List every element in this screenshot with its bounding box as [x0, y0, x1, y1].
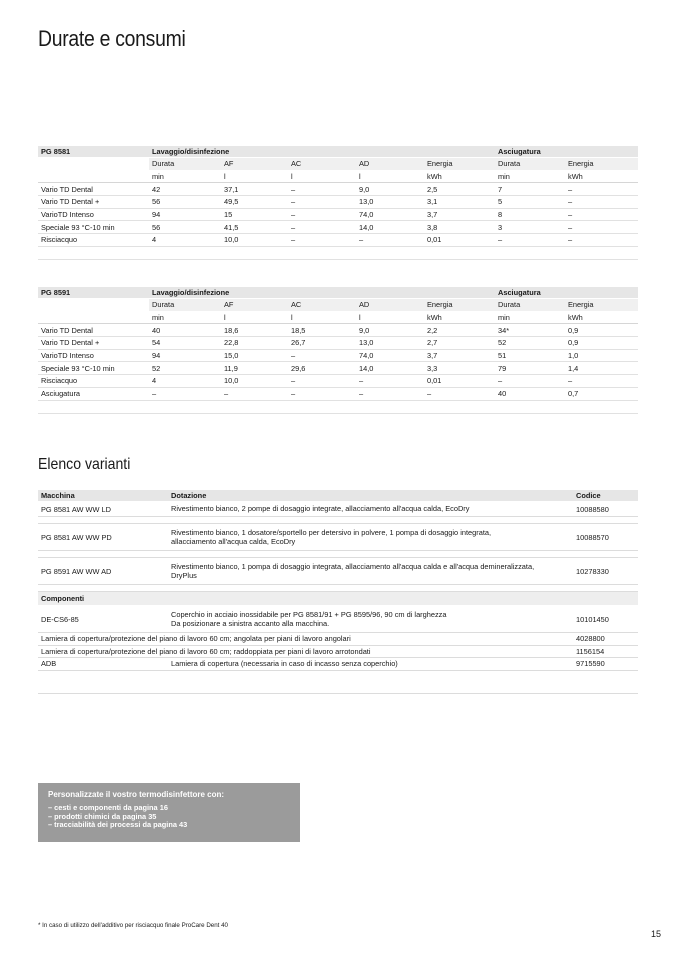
description-line: Rivestimento bianco, 1 pompa di dosaggio integrata, allacciamento all'acqua calda e all'acqua demineralizzata, [171, 561, 535, 571]
group-dry-label: Asciugatura [495, 146, 638, 158]
machine-code: 10088580 [573, 502, 638, 517]
program-name: Vario TD Dental [38, 183, 149, 196]
component-code: 9715590 [573, 658, 638, 671]
subheader-cell: Energia [424, 158, 495, 171]
component-name: ADB [38, 658, 168, 671]
value-cell: 40 [149, 324, 221, 337]
promo-box [38, 783, 300, 842]
variants-header-row [38, 490, 638, 502]
value-cell: – [288, 221, 356, 234]
program-name: Risciacquo [38, 234, 149, 247]
group-dry-label: Asciugatura [495, 287, 638, 299]
table-row [38, 349, 638, 362]
value-cell: 3,7 [424, 208, 495, 221]
component-name: Lamiera di copertura/protezione del piano di lavoro 60 cm; angolata per piani di lavoro angolari [38, 633, 573, 646]
value-cell: 13,0 [356, 196, 424, 209]
value-cell: 42 [149, 183, 221, 196]
subheader-cell: Energia [424, 299, 495, 312]
machine-description [168, 502, 573, 517]
value-cell: 0,01 [424, 234, 495, 247]
value-cell: 34* [495, 324, 565, 337]
value-cell: – [565, 183, 638, 196]
unit-cell: min [149, 311, 221, 324]
value-cell: 9,0 [356, 183, 424, 196]
program-name: Speciale 93 °C-10 min [38, 362, 149, 375]
description-line: Coperchio in acciaio inossidabile per PG 8581/91 + PG 8595/96, 90 cm di larghezza [171, 609, 447, 619]
value-cell: – [149, 387, 221, 400]
model-label: PG 8581 [38, 146, 149, 158]
component-code: 1156154 [573, 645, 638, 658]
value-cell: 13,0 [356, 337, 424, 350]
subheader-cell: Durata [149, 158, 221, 171]
value-cell: 10,0 [221, 234, 288, 247]
value-cell: 15,0 [221, 349, 288, 362]
unit-cell: l [288, 311, 356, 324]
program-name: Speciale 93 °C-10 min [38, 221, 149, 234]
machine-description [168, 524, 573, 551]
value-cell: 52 [149, 362, 221, 375]
table-spacer-row [38, 246, 638, 259]
promo-heading: Personalizzate il vostro termodisinfettore con: [48, 790, 225, 799]
value-cell: – [356, 234, 424, 247]
subheader-cell: AF [221, 299, 288, 312]
program-name: Vario TD Dental + [38, 337, 149, 350]
page-number: 15 [651, 929, 662, 939]
unit-cell: kWh [424, 170, 495, 183]
table-row [38, 221, 638, 234]
program-name: VarioTD Intenso [38, 208, 149, 221]
components-label: Componenti [38, 592, 638, 606]
value-cell: 56 [149, 221, 221, 234]
value-cell: 79 [495, 362, 565, 375]
value-cell: 1,0 [565, 349, 638, 362]
unit-cell: min [149, 170, 221, 183]
value-cell: 94 [149, 208, 221, 221]
unit-row [38, 170, 638, 183]
description-line: Rivestimento bianco, 2 pompe di dosaggio integrate, allacciamento all'acqua calda, EcoDry [171, 504, 470, 514]
machine-code: 10278330 [573, 558, 638, 585]
value-cell: 29,6 [288, 362, 356, 375]
subheader-cell: AF [221, 158, 288, 171]
spec-table-pg8581 [38, 146, 638, 260]
value-cell: 51 [495, 349, 565, 362]
value-cell: 26,7 [288, 337, 356, 350]
value-cell: – [288, 183, 356, 196]
value-cell: 14,0 [356, 362, 424, 375]
table-row [38, 524, 638, 551]
table-row [38, 502, 638, 517]
description-line: Da posizionare a sinistra accanto alla macchina. [171, 619, 330, 628]
variants-title: Elenco varianti [38, 456, 131, 473]
promo-item: – cesti e componenti da pagina 16 [48, 803, 168, 812]
unit-cell: l [288, 170, 356, 183]
machine-name: PG 8581 AW WW PD [38, 524, 168, 551]
value-cell: 2,2 [424, 324, 495, 337]
table-row [38, 183, 638, 196]
table-row [38, 208, 638, 221]
value-cell: 14,0 [356, 221, 424, 234]
value-cell: 0,9 [565, 324, 638, 337]
variants-table [38, 490, 638, 694]
table-row [38, 606, 638, 633]
value-cell: 74,0 [356, 208, 424, 221]
value-cell: 5 [495, 196, 565, 209]
spec-table-pg8591 [38, 287, 638, 414]
value-cell: 3,1 [424, 196, 495, 209]
program-name: Risciacquo [38, 375, 149, 388]
value-cell: 22,8 [221, 337, 288, 350]
table-row [38, 658, 638, 671]
table-row [38, 375, 638, 388]
spec-header-row [38, 287, 638, 299]
unit-cell: kWh [565, 170, 638, 183]
value-cell: 0,01 [424, 375, 495, 388]
components-header-row [38, 592, 638, 606]
subheader-cell: AC [288, 299, 356, 312]
value-cell: 49,5 [221, 196, 288, 209]
value-cell: – [356, 375, 424, 388]
description-line: allacciamento all'acqua calda, EcoDry [171, 537, 296, 546]
value-cell: 40 [495, 387, 565, 400]
machine-name: PG 8591 AW WW AD [38, 558, 168, 585]
program-name: Vario TD Dental [38, 324, 149, 337]
subheader-row [38, 299, 638, 312]
value-cell: – [288, 387, 356, 400]
value-cell: – [288, 208, 356, 221]
table-row [38, 196, 638, 209]
value-cell: 41,5 [221, 221, 288, 234]
machine-code: 10088570 [573, 524, 638, 551]
footnote: * In caso di utilizzo dell'additivo per risciacquo finale ProCare Dent 40 [38, 922, 228, 929]
table-row [38, 645, 638, 658]
value-cell: – [221, 387, 288, 400]
value-cell: – [288, 375, 356, 388]
value-cell: 1,4 [565, 362, 638, 375]
group-wash-label: Lavaggio/disinfezione [149, 287, 495, 299]
table-row [38, 633, 638, 646]
value-cell: – [565, 208, 638, 221]
value-cell: 94 [149, 349, 221, 362]
value-cell: – [495, 375, 565, 388]
value-cell: – [495, 234, 565, 247]
value-cell: 54 [149, 337, 221, 350]
value-cell: 15 [221, 208, 288, 221]
value-cell: – [288, 234, 356, 247]
unit-cell: min [495, 170, 565, 183]
header-cell-equipment: Dotazione [168, 490, 573, 502]
group-wash-label: Lavaggio/disinfezione [149, 146, 495, 158]
subheader-cell: AD [356, 158, 424, 171]
table-row [38, 362, 638, 375]
table-row [38, 337, 638, 350]
table-spacer-row [38, 517, 638, 524]
value-cell: – [565, 375, 638, 388]
value-cell: 52 [495, 337, 565, 350]
value-cell: – [424, 387, 495, 400]
table-row [38, 387, 638, 400]
subheader-cell: Energia [565, 158, 638, 171]
value-cell: 0,7 [565, 387, 638, 400]
component-description [168, 606, 573, 633]
value-cell: 2,7 [424, 337, 495, 350]
value-cell: 3 [495, 221, 565, 234]
component-code: 10101450 [573, 606, 638, 633]
component-description: Lamiera di copertura (necessaria in caso di incasso senza coperchio) [168, 658, 573, 671]
unit-cell: l [221, 170, 288, 183]
value-cell: 18,5 [288, 324, 356, 337]
model-label: PG 8591 [38, 287, 149, 299]
table-row [38, 324, 638, 337]
page-title: Durate e consumi [38, 26, 186, 51]
description-line: Rivestimento bianco, 1 dosatore/sportello per detersivo in polvere, 1 pompa di dosaggio integrata, [171, 527, 492, 537]
unit-cell: l [356, 311, 424, 324]
machine-name: PG 8581 AW WW LD [38, 502, 168, 517]
subheader-row [38, 158, 638, 171]
program-name: VarioTD Intenso [38, 349, 149, 362]
unit-cell: min [495, 311, 565, 324]
value-cell: 11,9 [221, 362, 288, 375]
header-cell-code: Codice [573, 490, 638, 502]
promo-item: – prodotti chimici da pagina 35 [48, 811, 157, 821]
unit-cell: kWh [424, 311, 495, 324]
value-cell: – [288, 349, 356, 362]
value-cell: 0,9 [565, 337, 638, 350]
component-name: Lamiera di copertura/protezione del piano di lavoro 60 cm; raddoppiata per piani di lavoro arrotondati [38, 645, 573, 658]
value-cell: 7 [495, 183, 565, 196]
value-cell: 74,0 [356, 349, 424, 362]
unit-row [38, 311, 638, 324]
component-name: DE-CS6-85 [38, 606, 168, 633]
value-cell: 18,6 [221, 324, 288, 337]
value-cell: 10,0 [221, 375, 288, 388]
value-cell: 4 [149, 375, 221, 388]
table-spacer-row [38, 585, 638, 592]
value-cell: 3,3 [424, 362, 495, 375]
unit-cell: l [356, 170, 424, 183]
subheader-cell: AD [356, 299, 424, 312]
value-cell: 2,5 [424, 183, 495, 196]
value-cell: 56 [149, 196, 221, 209]
table-row [38, 558, 638, 585]
program-name: Asciugatura [38, 387, 149, 400]
value-cell: – [565, 196, 638, 209]
subheader-cell: AC [288, 158, 356, 171]
table-spacer-row [38, 670, 638, 693]
header-cell-machine: Macchina [38, 490, 168, 502]
value-cell: – [288, 196, 356, 209]
value-cell: 3,8 [424, 221, 495, 234]
subheader-cell: Durata [149, 299, 221, 312]
unit-cell: kWh [565, 311, 638, 324]
subheader-cell: Energia [565, 299, 638, 312]
value-cell: – [356, 387, 424, 400]
promo-item: – tracciabilità dei processi da pagina 43 [48, 820, 188, 830]
value-cell: 9,0 [356, 324, 424, 337]
subheader-cell: Durata [495, 158, 565, 171]
value-cell: 3,7 [424, 349, 495, 362]
subheader-cell: Durata [495, 299, 565, 312]
component-code: 4028800 [573, 633, 638, 646]
machine-description [168, 558, 573, 585]
value-cell: – [565, 234, 638, 247]
value-cell: 37,1 [221, 183, 288, 196]
value-cell: 8 [495, 208, 565, 221]
description-line: DryPlus [171, 571, 197, 580]
table-spacer-row [38, 400, 638, 413]
value-cell: 4 [149, 234, 221, 247]
unit-cell: l [221, 311, 288, 324]
spec-header-row [38, 146, 638, 158]
table-row [38, 234, 638, 247]
program-name: Vario TD Dental + [38, 196, 149, 209]
value-cell: – [565, 221, 638, 234]
table-spacer-row [38, 551, 638, 558]
